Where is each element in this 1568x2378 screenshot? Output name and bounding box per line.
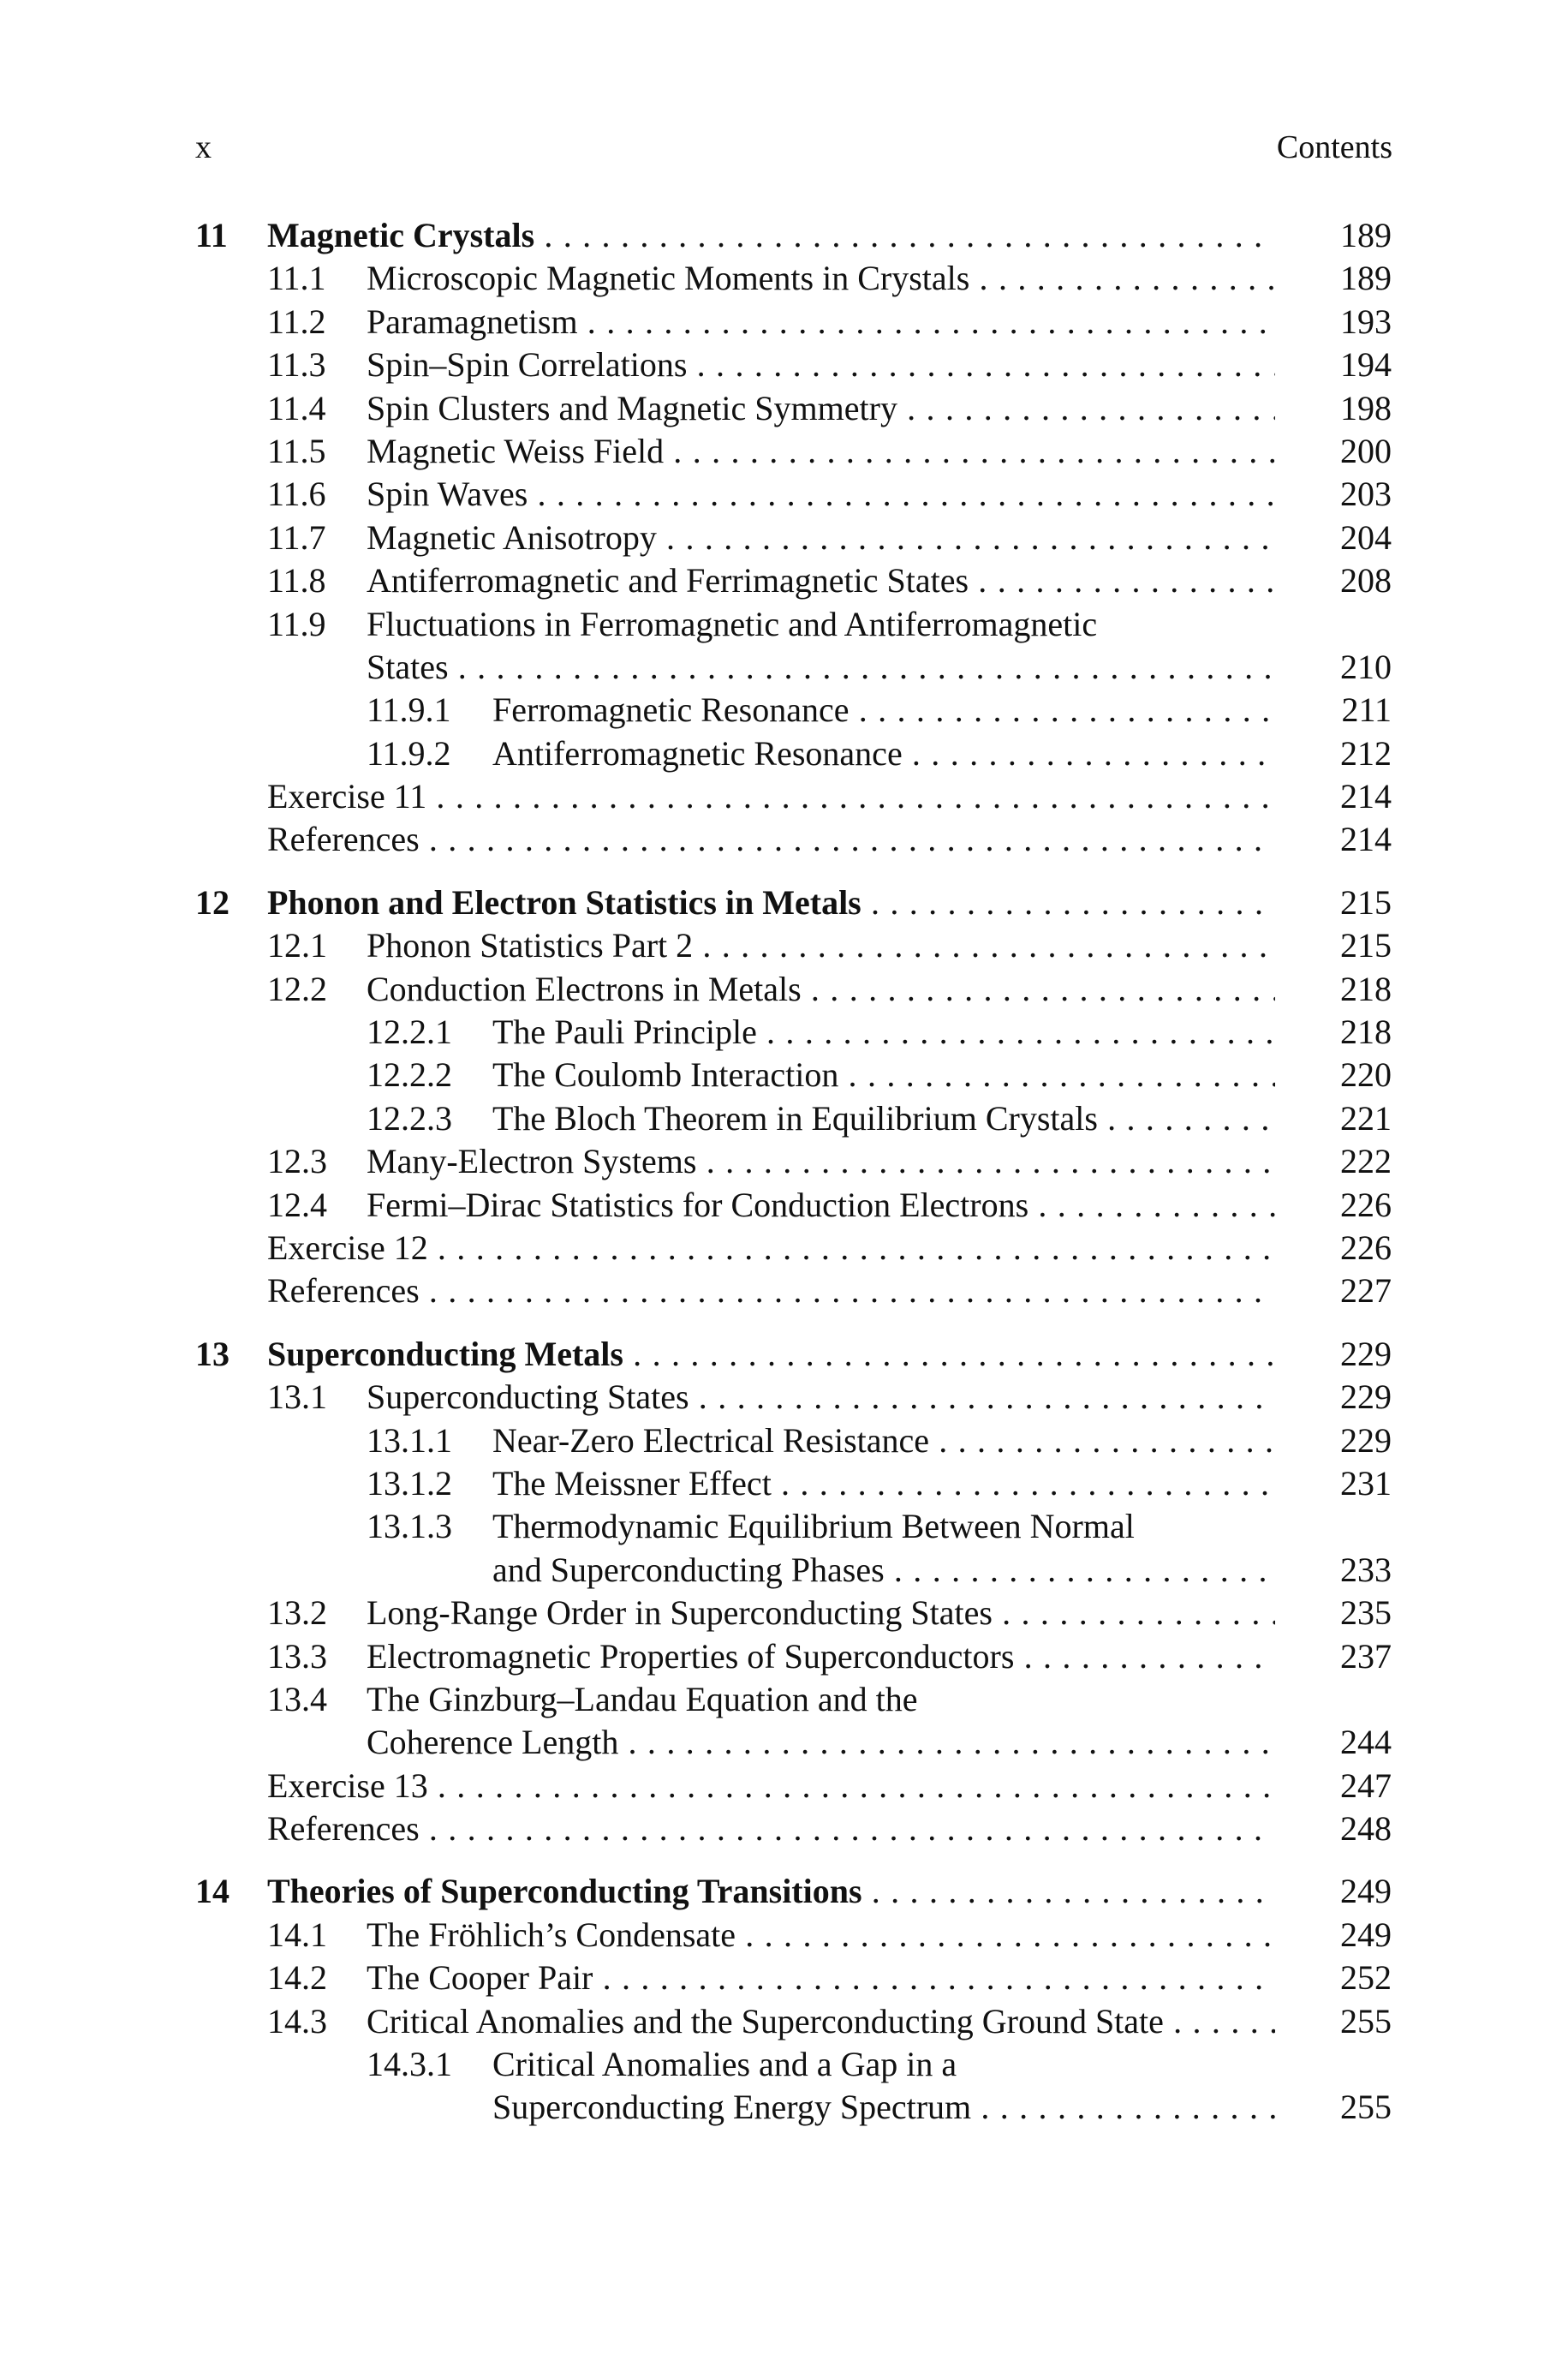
subsection-title: The Meissner Effect . . . [492, 1462, 1275, 1505]
subsection-number: 11.9.1 [367, 690, 451, 730]
toc-section[interactable] [0, 1914, 1568, 1957]
section-number: 11.5 [267, 431, 326, 470]
section-number: 11.4 [267, 388, 326, 427]
toc-section[interactable] [0, 1678, 1568, 1721]
page-ref: 193 [1340, 302, 1392, 341]
section-number: 12.2 [267, 969, 327, 1008]
page-ref: 194 [1340, 345, 1392, 385]
page-ref: 229 [1340, 1334, 1392, 1373]
running-head [195, 122, 1392, 173]
toc-section-continuation[interactable] [0, 646, 1568, 689]
page-ref: 215 [1340, 882, 1392, 922]
toc-references[interactable] [0, 818, 1568, 861]
section-title: Paramagnetism . . . [367, 301, 1275, 344]
toc-section[interactable] [0, 559, 1568, 602]
section-title: Critical Anomalies and the Superconducting Ground State . . . [367, 2000, 1275, 2043]
page-ref: 221 [1340, 1098, 1392, 1138]
chapter-title: Superconducting Metals . . . [267, 1333, 1275, 1376]
page-ref: 210 [1340, 647, 1392, 686]
page-ref: 218 [1340, 1013, 1392, 1052]
section-title: Spin–Spin Correlations . . . [367, 344, 1275, 386]
toc-subsection[interactable] [0, 1054, 1568, 1096]
section-number: 12.4 [267, 1185, 327, 1224]
section-title: Spin Waves . . . [367, 473, 1275, 516]
section-number: 11.6 [267, 475, 326, 514]
toc-section[interactable] [0, 924, 1568, 967]
toc-section[interactable] [0, 1957, 1568, 1999]
toc-subsection[interactable] [0, 1462, 1568, 1505]
toc-section[interactable] [0, 1376, 1568, 1419]
page-number: x [195, 129, 212, 165]
toc-subsection[interactable] [0, 732, 1568, 775]
section-title: Antiferromagnetic and Ferrimagnetic States . . . [367, 559, 1275, 602]
page-ref: 249 [1340, 1872, 1392, 1911]
exercise-title: Exercise 13 . . . [267, 1765, 1275, 1807]
toc-section[interactable] [0, 2000, 1568, 2043]
toc-references[interactable] [0, 1270, 1568, 1312]
section-number: 13.3 [267, 1636, 327, 1676]
section-number: 12.3 [267, 1142, 327, 1181]
section-number: 14.3 [267, 2001, 327, 2040]
page-ref: 214 [1340, 820, 1392, 859]
toc-subsection[interactable] [0, 2043, 1568, 2086]
page-ref: 229 [1340, 1377, 1392, 1417]
section-title: The Cooper Pair . . . [367, 1957, 1275, 1999]
section-title: Electromagnetic Properties of Superconductors . . . [367, 1635, 1275, 1678]
section-title: The Fröhlich’s Condensate . . . [367, 1914, 1275, 1957]
subsection-number: 12.2.2 [367, 1055, 452, 1095]
section-number: 11.9 [267, 604, 326, 643]
subsection-title: The Coulomb Interaction . . . [492, 1054, 1275, 1096]
page-ref: 229 [1340, 1420, 1392, 1460]
page-ref: 212 [1340, 733, 1392, 773]
page-ref: 247 [1340, 1766, 1392, 1805]
section-title: Superconducting States . . . [367, 1376, 1275, 1419]
page-ref: 235 [1340, 1593, 1392, 1633]
subsection-title-cont: Superconducting Energy Spectrum . . . [492, 2086, 1275, 2129]
toc-section[interactable] [0, 1184, 1568, 1227]
section-number: 12.1 [267, 926, 327, 965]
section-title: Phonon Statistics Part 2 . . . [367, 924, 1275, 967]
toc-subsection-continuation[interactable] [0, 1549, 1568, 1592]
toc-exercise[interactable] [0, 775, 1568, 818]
toc-subsection[interactable] [0, 1011, 1568, 1054]
subsection-title: Thermodynamic Equilibrium Between Normal [492, 1507, 1135, 1546]
toc-exercise[interactable] [0, 1227, 1568, 1270]
page-ref: 220 [1340, 1055, 1392, 1095]
subsection-number: 13.1.1 [367, 1420, 452, 1460]
page-ref: 244 [1340, 1723, 1392, 1762]
toc-subsection-continuation[interactable] [0, 2086, 1568, 2129]
page-ref: 208 [1340, 561, 1392, 600]
subsection-title: Near-Zero Electrical Resistance . . . [492, 1419, 1275, 1462]
subsection-title: Antiferromagnetic Resonance . . . [492, 732, 1275, 775]
section-number: 11.8 [267, 561, 326, 600]
section-title: Long-Range Order in Superconducting States . . . [367, 1592, 1275, 1634]
toc-section[interactable] [0, 387, 1568, 430]
subsection-number: 14.3.1 [367, 2045, 452, 2084]
toc-section[interactable] [0, 517, 1568, 559]
section-title: Fluctuations in Ferromagnetic and Antiferromagnetic [367, 604, 1098, 643]
chapter-number: 11 [195, 216, 228, 254]
page-ref: 248 [1340, 1809, 1392, 1849]
page-ref: 189 [1340, 216, 1392, 254]
toc-section[interactable] [0, 301, 1568, 344]
page-ref: 255 [1340, 2001, 1392, 2040]
page-ref: 233 [1340, 1550, 1392, 1589]
section-number: 11.7 [267, 517, 326, 557]
page-ref: 198 [1340, 388, 1392, 427]
page-ref: 204 [1340, 517, 1392, 557]
references-title: References . . . [267, 1270, 1275, 1312]
page-ref: 226 [1340, 1228, 1392, 1267]
subsection-number: 13.1.3 [367, 1507, 452, 1546]
chapter-title: Theories of Superconducting Transitions . . . [267, 1870, 1275, 1913]
exercise-title: Exercise 11 . . . [267, 775, 1275, 818]
toc-chapter[interactable] [0, 881, 1568, 924]
subsection-title-cont: and Superconducting Phases . . . [492, 1549, 1275, 1592]
toc-section[interactable] [0, 968, 1568, 1011]
section-title: Conduction Electrons in Metals . . . [367, 968, 1275, 1011]
subsection-title: The Bloch Theorem in Equilibrium Crystals . . . [492, 1097, 1275, 1140]
section-number: 13.1 [267, 1377, 327, 1417]
page-ref: 214 [1340, 777, 1392, 816]
toc-subsection[interactable] [0, 1419, 1568, 1462]
subsection-number: 13.1.2 [367, 1463, 452, 1503]
page-ref: 237 [1340, 1636, 1392, 1676]
section-number: 14.1 [267, 1915, 327, 1954]
page-ref: 222 [1340, 1142, 1392, 1181]
page-ref: 203 [1340, 475, 1392, 514]
running-title: Contents [1276, 129, 1392, 165]
toc-references[interactable] [0, 1807, 1568, 1850]
section-title: The Ginzburg–Landau Equation and the [367, 1679, 918, 1718]
section-number: 11.3 [267, 345, 326, 385]
table-of-contents [0, 214, 1568, 2130]
page-ref: 231 [1340, 1463, 1392, 1503]
toc-chapter[interactable] [0, 1870, 1568, 1913]
toc-section[interactable] [0, 257, 1568, 300]
section-title: Fermi–Dirac Statistics for Conduction Electrons . . . [367, 1184, 1275, 1227]
section-title: Spin Clusters and Magnetic Symmetry . . . [367, 387, 1275, 430]
page-ref: 226 [1340, 1185, 1392, 1224]
section-title-cont: States . . . [367, 646, 1275, 689]
page-ref: 249 [1340, 1915, 1392, 1954]
subsection-title: The Pauli Principle . . . [492, 1011, 1275, 1054]
chapter-title: Phonon and Electron Statistics in Metals . . . [267, 881, 1275, 924]
chapter-number: 13 [195, 1334, 230, 1373]
section-number: 13.2 [267, 1593, 327, 1633]
page-ref: 200 [1340, 431, 1392, 470]
page-ref: 218 [1340, 969, 1392, 1008]
toc-subsection[interactable] [0, 689, 1568, 732]
toc-chapter[interactable] [0, 214, 1568, 257]
toc-section[interactable] [0, 430, 1568, 473]
subsection-number: 12.2.1 [367, 1013, 452, 1052]
exercise-title: Exercise 12 . . . [267, 1227, 1275, 1270]
page-ref: 255 [1340, 2088, 1392, 2127]
chapter-title: Magnetic Crystals . . . [267, 214, 1275, 257]
toc-section-continuation[interactable] [0, 1721, 1568, 1764]
section-number: 14.2 [267, 1958, 327, 1998]
section-title: Magnetic Anisotropy . . . [367, 517, 1275, 559]
toc-subsection[interactable] [0, 1097, 1568, 1140]
toc-section[interactable] [0, 603, 1568, 646]
chapter-number: 12 [195, 882, 230, 922]
toc-section[interactable] [0, 1592, 1568, 1634]
page-ref: 227 [1340, 1271, 1392, 1311]
toc-section[interactable] [0, 1140, 1568, 1183]
references-title: References . . . [267, 1807, 1275, 1850]
subsection-title: Ferromagnetic Resonance . . . [492, 689, 1275, 732]
references-title: References . . . [267, 818, 1275, 861]
page-ref: 252 [1340, 1958, 1392, 1998]
toc-subsection[interactable] [0, 1505, 1568, 1548]
subsection-number: 11.9.2 [367, 733, 451, 773]
subsection-title: Critical Anomalies and a Gap in a [492, 2045, 957, 2084]
section-number: 11.1 [267, 259, 326, 298]
section-number: 13.4 [267, 1679, 327, 1718]
page-ref: 215 [1340, 926, 1392, 965]
page-ref: 211 [1341, 690, 1392, 730]
toc-section[interactable] [0, 1635, 1568, 1678]
toc-exercise[interactable] [0, 1765, 1568, 1807]
subsection-number: 12.2.3 [367, 1098, 452, 1138]
page-ref: 189 [1340, 259, 1392, 298]
toc-section[interactable] [0, 344, 1568, 386]
section-title: Magnetic Weiss Field . . . [367, 430, 1275, 473]
section-title: Microscopic Magnetic Moments in Crystals . . . [367, 257, 1275, 300]
toc-section[interactable] [0, 473, 1568, 516]
section-number: 11.2 [267, 302, 326, 341]
section-title: Many-Electron Systems . . . [367, 1140, 1275, 1183]
section-title-cont: Coherence Length . . . [367, 1721, 1275, 1764]
toc-chapter[interactable] [0, 1333, 1568, 1376]
chapter-number: 14 [195, 1872, 230, 1911]
